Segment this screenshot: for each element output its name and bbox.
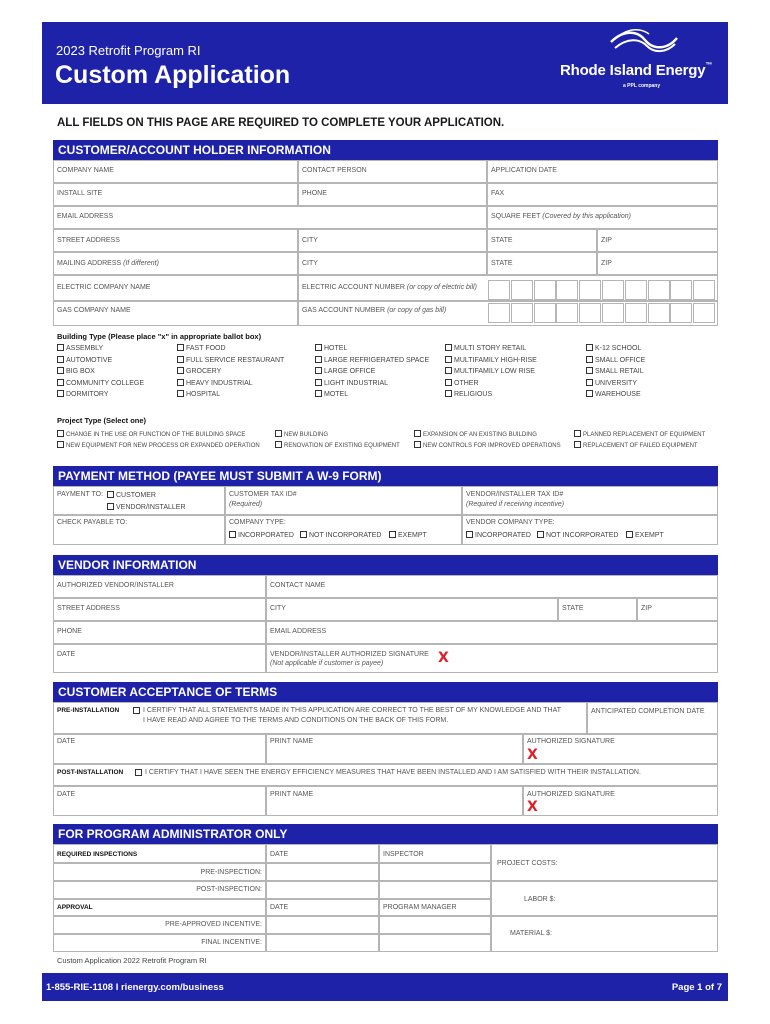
building-type-option[interactable] (57, 379, 144, 387)
payee-customer-option[interactable]: CUSTOMER (107, 491, 156, 499)
admin-section-heading: FOR PROGRAM ADMINISTRATOR ONLY (53, 824, 718, 844)
building-type-label: HOTEL (324, 345, 348, 352)
electric-account-digit-box[interactable] (534, 280, 556, 300)
checkbox-icon[interactable] (586, 344, 593, 351)
terms-section-heading: CUSTOMER ACCEPTANCE OF TERMS (53, 682, 718, 702)
vendor-signature-label: VENDOR/INSTALLER AUTHORIZED SIGNATURE (270, 651, 429, 658)
building-type-label: HOSPITAL (186, 391, 221, 399)
payee-vendor-option[interactable]: VENDOR/INSTALLER (107, 503, 186, 511)
checkbox-icon[interactable] (414, 441, 421, 448)
checkbox-icon[interactable] (315, 390, 322, 397)
checkbox-icon[interactable] (57, 367, 64, 374)
company-type-incorporated[interactable]: INCORPORATED (229, 531, 294, 539)
vendor-section-heading: VENDOR INFORMATION (53, 555, 718, 575)
approval-date-label: DATE (270, 904, 289, 911)
post-date-field[interactable] (53, 786, 266, 816)
checkbox-icon[interactable] (414, 430, 421, 437)
checkbox-icon[interactable] (57, 356, 64, 363)
building-type-option[interactable] (177, 367, 221, 375)
required-inspections-label: REQUIRED INSPECTIONS (57, 851, 138, 858)
gas-account-digit-box[interactable] (648, 303, 670, 323)
authorized-vendor-label: AUTHORIZED VENDOR/INSTALLER (57, 582, 174, 589)
building-type-label: FULL SERVICE RESTAURANT (186, 356, 285, 364)
project-type-option[interactable] (574, 430, 705, 438)
wave-logo-icon (609, 28, 679, 56)
required-note: ALL FIELDS ON THIS PAGE ARE REQUIRED TO COMPLETE YOUR APPLICATION. (57, 117, 505, 129)
project-type-option[interactable] (275, 441, 400, 449)
checkbox-icon[interactable] (445, 344, 452, 351)
post-installation-checkbox[interactable] (135, 769, 142, 776)
electric-account-digit-box[interactable] (625, 280, 647, 300)
building-type-option[interactable] (57, 367, 95, 375)
customer-tax-id-label: CUSTOMER TAX ID# (229, 491, 297, 498)
building-type-label: K-12 SCHOOL (595, 345, 642, 352)
final-incentive-label: FINAL INCENTIVE: (201, 939, 262, 946)
pre-approved-date-field[interactable] (266, 916, 379, 934)
building-type-label: AUTOMOTIVE (66, 356, 113, 364)
email-field[interactable] (53, 206, 487, 229)
header-banner (42, 22, 728, 104)
pre-inspection-inspector-field[interactable] (379, 863, 491, 881)
electric-account-label: ELECTRIC ACCOUNT NUMBER (or copy of electric bill) (302, 284, 477, 291)
inspection-date-label: DATE (270, 851, 289, 858)
install-site-label: INSTALL SITE (57, 190, 103, 197)
email-label: EMAIL ADDRESS (57, 213, 114, 220)
building-type-option[interactable] (177, 344, 226, 352)
project-type-option[interactable] (275, 430, 328, 438)
payment-to-label: PAYMENT TO: (57, 491, 104, 498)
checkbox-icon[interactable] (177, 379, 184, 386)
page-number: Page 1 of 7 (671, 982, 722, 993)
pre-installation-text-1: I CERTIFY THAT ALL STATEMENTS MADE IN THIS APPLICATION ARE CORRECT TO THE BEST OF MY KNOWLEDGE AND THAT (143, 707, 562, 714)
building-type-option[interactable] (586, 367, 644, 375)
pre-installation-text-2: I HAVE READ AND AGREE TO THE TERMS AND CONDITIONS ON THE BACK OF THIS FORM. (143, 717, 449, 724)
inspector-label: INSPECTOR (383, 851, 424, 858)
gas-account-digit-box[interactable] (534, 303, 556, 323)
checkbox-icon[interactable] (315, 344, 322, 351)
payment-section-heading: PAYMENT METHOD (PAYEE MUST SUBMIT A W-9 FORM) (53, 466, 718, 486)
vendor-phone-field[interactable] (53, 621, 266, 644)
electric-account-digit-box[interactable] (670, 280, 692, 300)
project-type-heading: Project Type (Select one) (57, 416, 147, 425)
checkbox-icon[interactable] (57, 430, 64, 437)
city-label: CITY (302, 237, 318, 244)
gas-account-digit-box[interactable] (488, 303, 510, 323)
project-type-option[interactable] (414, 441, 561, 449)
pre-approved-label: PRE-APPROVED INCENTIVE: (165, 921, 262, 928)
material-label: MATERIAL $: (510, 930, 553, 937)
post-inspection-label: POST-INSPECTION: (196, 886, 262, 893)
checkbox-icon[interactable] (586, 367, 593, 374)
gas-account-digit-box[interactable] (693, 303, 715, 323)
building-type-option[interactable] (586, 344, 641, 352)
vendor-type-incorporated[interactable]: INCORPORATED (466, 531, 531, 539)
checkbox-icon[interactable] (177, 367, 184, 374)
fax-label: FAX (491, 190, 505, 197)
building-type-option[interactable] (586, 390, 641, 398)
city-field[interactable] (298, 229, 487, 252)
vendor-email-field[interactable] (266, 621, 718, 644)
checkbox-icon[interactable] (315, 367, 322, 374)
post-installation-label: POST-INSTALLATION (57, 769, 124, 776)
project-type-option[interactable] (57, 441, 260, 449)
signature-x-icon: X (438, 650, 449, 666)
checkbox-icon[interactable] (57, 344, 64, 351)
electric-account-digit-box[interactable] (602, 280, 624, 300)
building-type-option[interactable] (445, 344, 526, 352)
checkbox-icon[interactable] (177, 356, 184, 363)
building-type-label: LARGE REFRIGERATED SPACE (324, 356, 430, 364)
anticipated-completion-label: ANTICIPATED COMPLETION DATE (591, 708, 705, 715)
project-type-label: NEW EQUIPMENT FOR NEW PROCESS OR EXPANDED OPERATION (66, 443, 260, 449)
vendor-city-field[interactable] (266, 598, 558, 621)
pre-inspection-label: PRE-INSPECTION: (200, 869, 262, 876)
vendor-date-label: DATE (57, 651, 76, 658)
gas-account-digit-box[interactable] (556, 303, 578, 323)
project-type-label: PLANNED REPLACEMENT OF EQUIPMENT (583, 432, 706, 438)
project-type-label: NEW BUILDING (284, 432, 329, 438)
building-type-heading: Building Type (Please place "x" in appropriate ballot box) (57, 332, 262, 341)
mailing-zip-label: ZIP (601, 260, 612, 267)
gas-company-label: GAS COMPANY NAME (57, 307, 131, 314)
pre-approved-manager-field[interactable] (379, 916, 491, 934)
building-type-label: SMALL RETAIL (595, 368, 644, 376)
zip-field[interactable] (597, 229, 718, 252)
electric-account-digit-box[interactable] (511, 280, 533, 300)
gas-account-digit-box[interactable] (579, 303, 601, 323)
building-type-label: MOTEL (324, 391, 349, 399)
contact-person-label: CONTACT PERSON (302, 167, 367, 174)
signature-x-icon: X (527, 799, 538, 815)
program-manager-label: PROGRAM MANAGER (383, 904, 457, 911)
checkbox-icon[interactable] (574, 430, 581, 437)
checkbox-icon[interactable] (107, 491, 114, 498)
checkbox-icon[interactable] (275, 430, 282, 437)
building-type-option[interactable] (315, 390, 348, 398)
building-type-option[interactable] (445, 356, 537, 364)
vendor-date-field[interactable] (53, 644, 266, 673)
building-type-label: MULTIFAMILY HIGH-RISE (454, 356, 537, 364)
zip-label: ZIP (601, 237, 612, 244)
building-type-option[interactable] (445, 367, 535, 375)
street-address-label: STREET ADDRESS (57, 237, 120, 244)
building-type-label: FAST FOOD (186, 345, 226, 352)
checkbox-icon[interactable] (389, 531, 396, 538)
company-type-label: COMPANY TYPE: (229, 519, 286, 526)
building-type-option[interactable] (586, 379, 637, 387)
building-type-label: MULTIFAMILY LOW RISE (454, 368, 535, 376)
approval-label: APPROVAL (57, 904, 93, 911)
mailing-zip-field[interactable] (597, 252, 718, 275)
checkbox-icon[interactable] (574, 441, 581, 448)
checkbox-icon[interactable] (315, 356, 322, 363)
brand-name: Rhode Island Energy™ (560, 62, 713, 79)
vendor-company-type-label: VENDOR COMPANY TYPE: (466, 519, 555, 526)
phone-label: PHONE (302, 190, 327, 197)
vendor-contact-field[interactable] (266, 575, 718, 598)
vendor-tax-id-note: (Required if receiving incentive) (466, 501, 565, 508)
post-date-label: DATE (57, 791, 76, 798)
post-inspection-inspector-field[interactable] (379, 881, 491, 899)
gas-account-digit-box[interactable] (670, 303, 692, 323)
customer-section-heading: CUSTOMER/ACCOUNT HOLDER INFORMATION (53, 140, 718, 160)
project-type-label: RENOVATION OF EXISTING EQUIPMENT (284, 443, 400, 449)
vendor-email-label: EMAIL ADDRESS (270, 628, 327, 635)
checkbox-icon[interactable] (537, 531, 544, 538)
checkbox-icon[interactable] (177, 390, 184, 397)
mailing-state-label: STATE (491, 260, 513, 267)
final-incentive-manager-field[interactable] (379, 934, 491, 952)
building-type-label: LARGE OFFICE (324, 368, 376, 376)
building-type-label: MULTI STORY RETAIL (454, 345, 527, 352)
building-type-label: OTHER (454, 379, 479, 387)
post-signature-label: AUTHORIZED SIGNATURE (527, 791, 615, 798)
building-type-label: HEAVY INDUSTRIAL (186, 379, 253, 387)
project-costs-label: PROJECT COSTS: (497, 860, 558, 867)
footer-contact: 1-855-RIE-1108 I rienergy.com/business (46, 982, 224, 993)
checkbox-icon[interactable] (445, 356, 452, 363)
building-type-option[interactable] (57, 344, 103, 352)
project-type-option[interactable] (414, 430, 537, 438)
vendor-signature-note: (Not applicable if customer is payee) (270, 660, 384, 667)
post-inspection-date-field[interactable] (266, 881, 379, 899)
electric-account-digit-box[interactable] (579, 280, 601, 300)
final-incentive-date-field[interactable] (266, 934, 379, 952)
vendor-tax-id-label: VENDOR/INSTALLER TAX ID# (466, 491, 564, 498)
checkbox-icon[interactable] (586, 356, 593, 363)
vendor-phone-label: PHONE (57, 628, 82, 635)
electric-account-digit-box[interactable] (556, 280, 578, 300)
checkbox-icon[interactable] (57, 441, 64, 448)
checkbox-icon[interactable] (586, 390, 593, 397)
checkbox-icon[interactable] (586, 379, 593, 386)
post-print-name-label: PRINT NAME (270, 791, 314, 798)
program-subtitle: 2023 Retrofit Program RI (56, 43, 201, 58)
company-type-exempt[interactable]: EXEMPT (389, 531, 427, 539)
anticipated-completion-field[interactable] (587, 702, 718, 734)
building-type-label: BIG BOX (66, 368, 95, 376)
company-type-not-incorporated[interactable]: NOT INCORPORATED (300, 531, 381, 539)
building-type-option[interactable] (315, 367, 375, 375)
form-footnote: Custom Application 2022 Retrofit Program RI (57, 956, 207, 965)
checkbox-icon[interactable] (466, 531, 473, 538)
signature-x-icon: X (527, 747, 538, 763)
gas-account-digit-box[interactable] (625, 303, 647, 323)
building-type-option[interactable] (177, 356, 284, 364)
checkbox-icon[interactable] (275, 441, 282, 448)
pre-signature-label: AUTHORIZED SIGNATURE (527, 738, 615, 745)
checkbox-icon[interactable] (177, 344, 184, 351)
gas-account-digit-box[interactable] (511, 303, 533, 323)
building-type-option[interactable] (445, 390, 492, 398)
building-type-option[interactable] (445, 379, 479, 387)
company-name-label: COMPANY NAME (57, 167, 114, 174)
vendor-street-label: STREET ADDRESS (57, 605, 120, 612)
labor-label: LABOR $: (524, 896, 556, 903)
building-type-label: COMMUNITY COLLEGE (66, 379, 145, 387)
electric-account-digit-box[interactable] (488, 280, 510, 300)
vendor-contact-label: CONTACT NAME (270, 582, 326, 589)
checkbox-icon[interactable] (445, 390, 452, 397)
mailing-address-label: MAILING ADDRESS (If different) (57, 260, 159, 267)
pre-date-label: DATE (57, 738, 76, 745)
building-type-option[interactable] (315, 344, 347, 352)
pre-date-field[interactable] (53, 734, 266, 764)
electric-account-digit-box[interactable] (648, 280, 670, 300)
building-type-option[interactable] (177, 390, 220, 398)
mailing-city-field[interactable] (298, 252, 487, 275)
building-type-label: ASSEMBLY (66, 345, 104, 352)
building-type-option[interactable] (315, 379, 388, 387)
gas-account-label: GAS ACCOUNT NUMBER (or copy of gas bill) (302, 307, 447, 314)
electric-company-label: ELECTRIC COMPANY NAME (57, 284, 151, 291)
post-installation-text: I CERTIFY THAT I HAVE SEEN THE ENERGY EFFICIENCY MEASURES THAT HAVE BEEN INSTALLED AND I AM SATISFIED WITH THEIR INSTALLATION. (145, 769, 641, 776)
building-type-label: WAREHOUSE (595, 391, 641, 399)
building-type-label: DORMITORY (66, 391, 109, 399)
pre-print-name-label: PRINT NAME (270, 738, 314, 745)
pre-installation-label: PRE-INSTALLATION (57, 707, 120, 714)
checkbox-icon[interactable] (626, 531, 633, 538)
project-type-option[interactable] (57, 430, 245, 438)
building-type-option[interactable] (177, 379, 253, 387)
building-type-label: LIGHT INDUSTRIAL (324, 379, 389, 387)
project-type-label: EXPANSION OF AN EXISTING BUILDING (423, 432, 537, 438)
vendor-type-exempt[interactable]: EXEMPT (626, 531, 664, 539)
gas-account-digit-box[interactable] (602, 303, 624, 323)
mailing-city-label: CITY (302, 260, 318, 267)
building-type-option[interactable] (57, 390, 109, 398)
building-type-label: RELIGIOUS (454, 391, 493, 399)
building-type-option[interactable] (315, 356, 429, 364)
square-feet-label: SQUARE FEET (Covered by this application) (491, 213, 631, 220)
fax-field[interactable] (487, 183, 718, 206)
checkbox-icon[interactable] (57, 379, 64, 386)
building-type-label: SMALL OFFICE (595, 356, 646, 364)
vendor-type-not-incorporated[interactable]: NOT INCORPORATED (537, 531, 618, 539)
checkbox-icon[interactable] (107, 503, 114, 510)
footer-bar (42, 973, 728, 1001)
checkbox-icon[interactable] (445, 379, 452, 386)
checkbox-icon[interactable] (57, 390, 64, 397)
sub-brand: a PPL company (623, 83, 661, 89)
state-label: STATE (491, 237, 513, 244)
check-payable-label: CHECK PAYABLE TO: (57, 519, 128, 526)
vendor-signature-field[interactable] (266, 644, 718, 673)
building-type-option[interactable] (57, 356, 112, 364)
building-type-option[interactable] (586, 356, 645, 364)
vendor-city-label: CITY (270, 605, 286, 612)
pre-installation-checkbox[interactable] (133, 707, 140, 714)
customer-tax-id-note: (Required) (229, 501, 263, 508)
checkbox-icon[interactable] (315, 379, 322, 386)
electric-account-digit-box[interactable] (693, 280, 715, 300)
project-type-label: CHANGE IN THE USE OR FUNCTION OF THE BUILDING SPACE (66, 432, 246, 438)
checkbox-icon[interactable] (300, 531, 307, 538)
page-title: Custom Application (55, 61, 291, 89)
building-type-label: UNIVERSITY (595, 379, 638, 387)
project-type-option[interactable] (574, 441, 698, 449)
project-type-label: REPLACEMENT OF FAILED EQUIPMENT (583, 443, 698, 449)
pre-inspection-date-field[interactable] (266, 863, 379, 881)
vendor-zip-label: ZIP (641, 605, 652, 612)
checkbox-icon[interactable] (229, 531, 236, 538)
application-date-label: APPLICATION DATE (491, 167, 557, 174)
checkbox-icon[interactable] (445, 367, 452, 374)
vendor-state-label: STATE (562, 605, 584, 612)
building-type-label: GROCERY (186, 368, 222, 376)
project-type-label: NEW CONTROLS FOR IMPROVED OPERATIONS (423, 443, 561, 449)
